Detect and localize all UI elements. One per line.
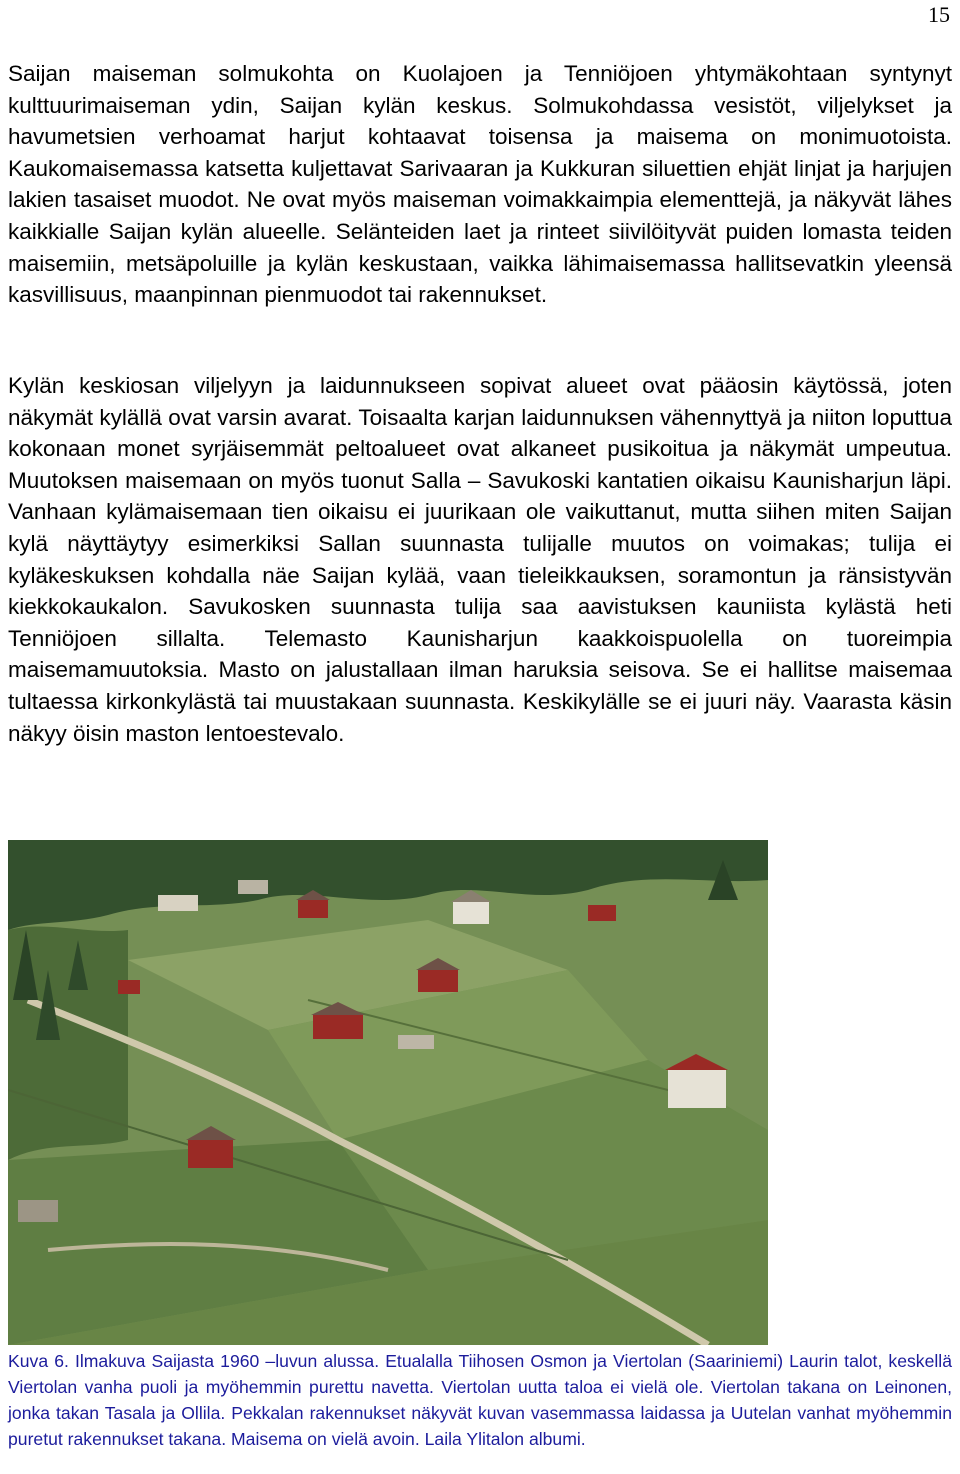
page-number: 15 xyxy=(928,2,950,27)
figure-caption: Kuva 6. Ilmakuva Saijasta 1960 –luvun alussa. Etualalla Tiihosen Osmon ja Viertolan (Saariniemi) Laurin talot, keskellä Viertolan vanha puoli ja myöhemmin purettu navetta. Viertolan uutta taloa ei vielä ole. Viertolan takana on Leinonen, jonka takan Tasala ja Ollila. Pekkalan rakennukset näkyvät kuvan vasemmassa laidassa ja Uutelan vanhat myöhemmin puretut rakennukset takana. Maisema on vielä avoin. Laila Ylitalon albumi. xyxy=(8,1351,952,1449)
aerial-photo-illustration xyxy=(8,840,768,1345)
body-paragraph-2: Kylän keskiosan viljelyyn ja laidunnukseen sopivat alueet ovat pääosin käytössä, joten näkymät kylällä ovat varsin avarat. Toisaalta karjan laidunnuksen vähennyttyä ja niiton loputtua kokonaan monet syrjäisemmät peltoalueet ovat alkaneet pusikoitua ja näkymät umpeutua. Muutoksen maisemaan on myös tuonut Salla – Savukoski kantatien oikaisu Kaunisharjun läpi. Vanhaan kylämaisemaan tien oikaisu ei juurikaan ole vaikuttanut, mutta siihen miten Saijan kylä näyttäytyy esimerkiksi Sallan suunnasta tulijalle muutos on voimakas; tulija ei kyläkeskuksen kohdalla näe Saijan kylää, vaan tieleikkauksen, soramontun ja ränsistyvän kiekkokaukalon. Savukosken suunnasta tulija saa aavistuksen kauniista kylästä heti Tenniöjoen sillalta. Telemasto Kaunisharjun kaakkoispuolella on tuoreimpia maisemamuutoksia. Masto on jalustallaan ilman haruksia seisova. Se ei hallitse maisemaa tultaessa kirkonkylästä tai muustakaan suunnasta. Keskikylälle se ei juuri näy. Vaarasta käsin näkyy öisin maston lentoestevalo. xyxy=(8,373,952,746)
aerial-photo-saija-village xyxy=(8,840,768,1345)
body-paragraph-1: Saijan maiseman solmukohta on Kuolajoen ja Tenniöjoen yhtymäkohtaan syntynyt kulttuurimaiseman ydin, Saijan kylän keskus. Solmukohdassa vesistöt, viljelykset ja havumetsien verhoamat harjut kohtaavat toisensa ja maisema on monimuotoista. Kaukomaisemassa katsetta kuljettavat Sarivaaran ja Kukkuran siluettien ehjät linjat ja harjujen lakien tasaiset muodot. Ne ovat myös maiseman voimakkaimpia elementtejä, ja näkyvät lähes kaikkialle Saijan kylän alueelle. Selänteiden laet ja rinteet siivilöityvät puiden lomasta teiden maisemiin, metsäpoluille ja kylän keskustaan, vaikka lähimaisemassa hallitsevatkin yleensä kasvillisuus, maanpinnan pienmuodot tai rakennukset. xyxy=(8,61,952,308)
